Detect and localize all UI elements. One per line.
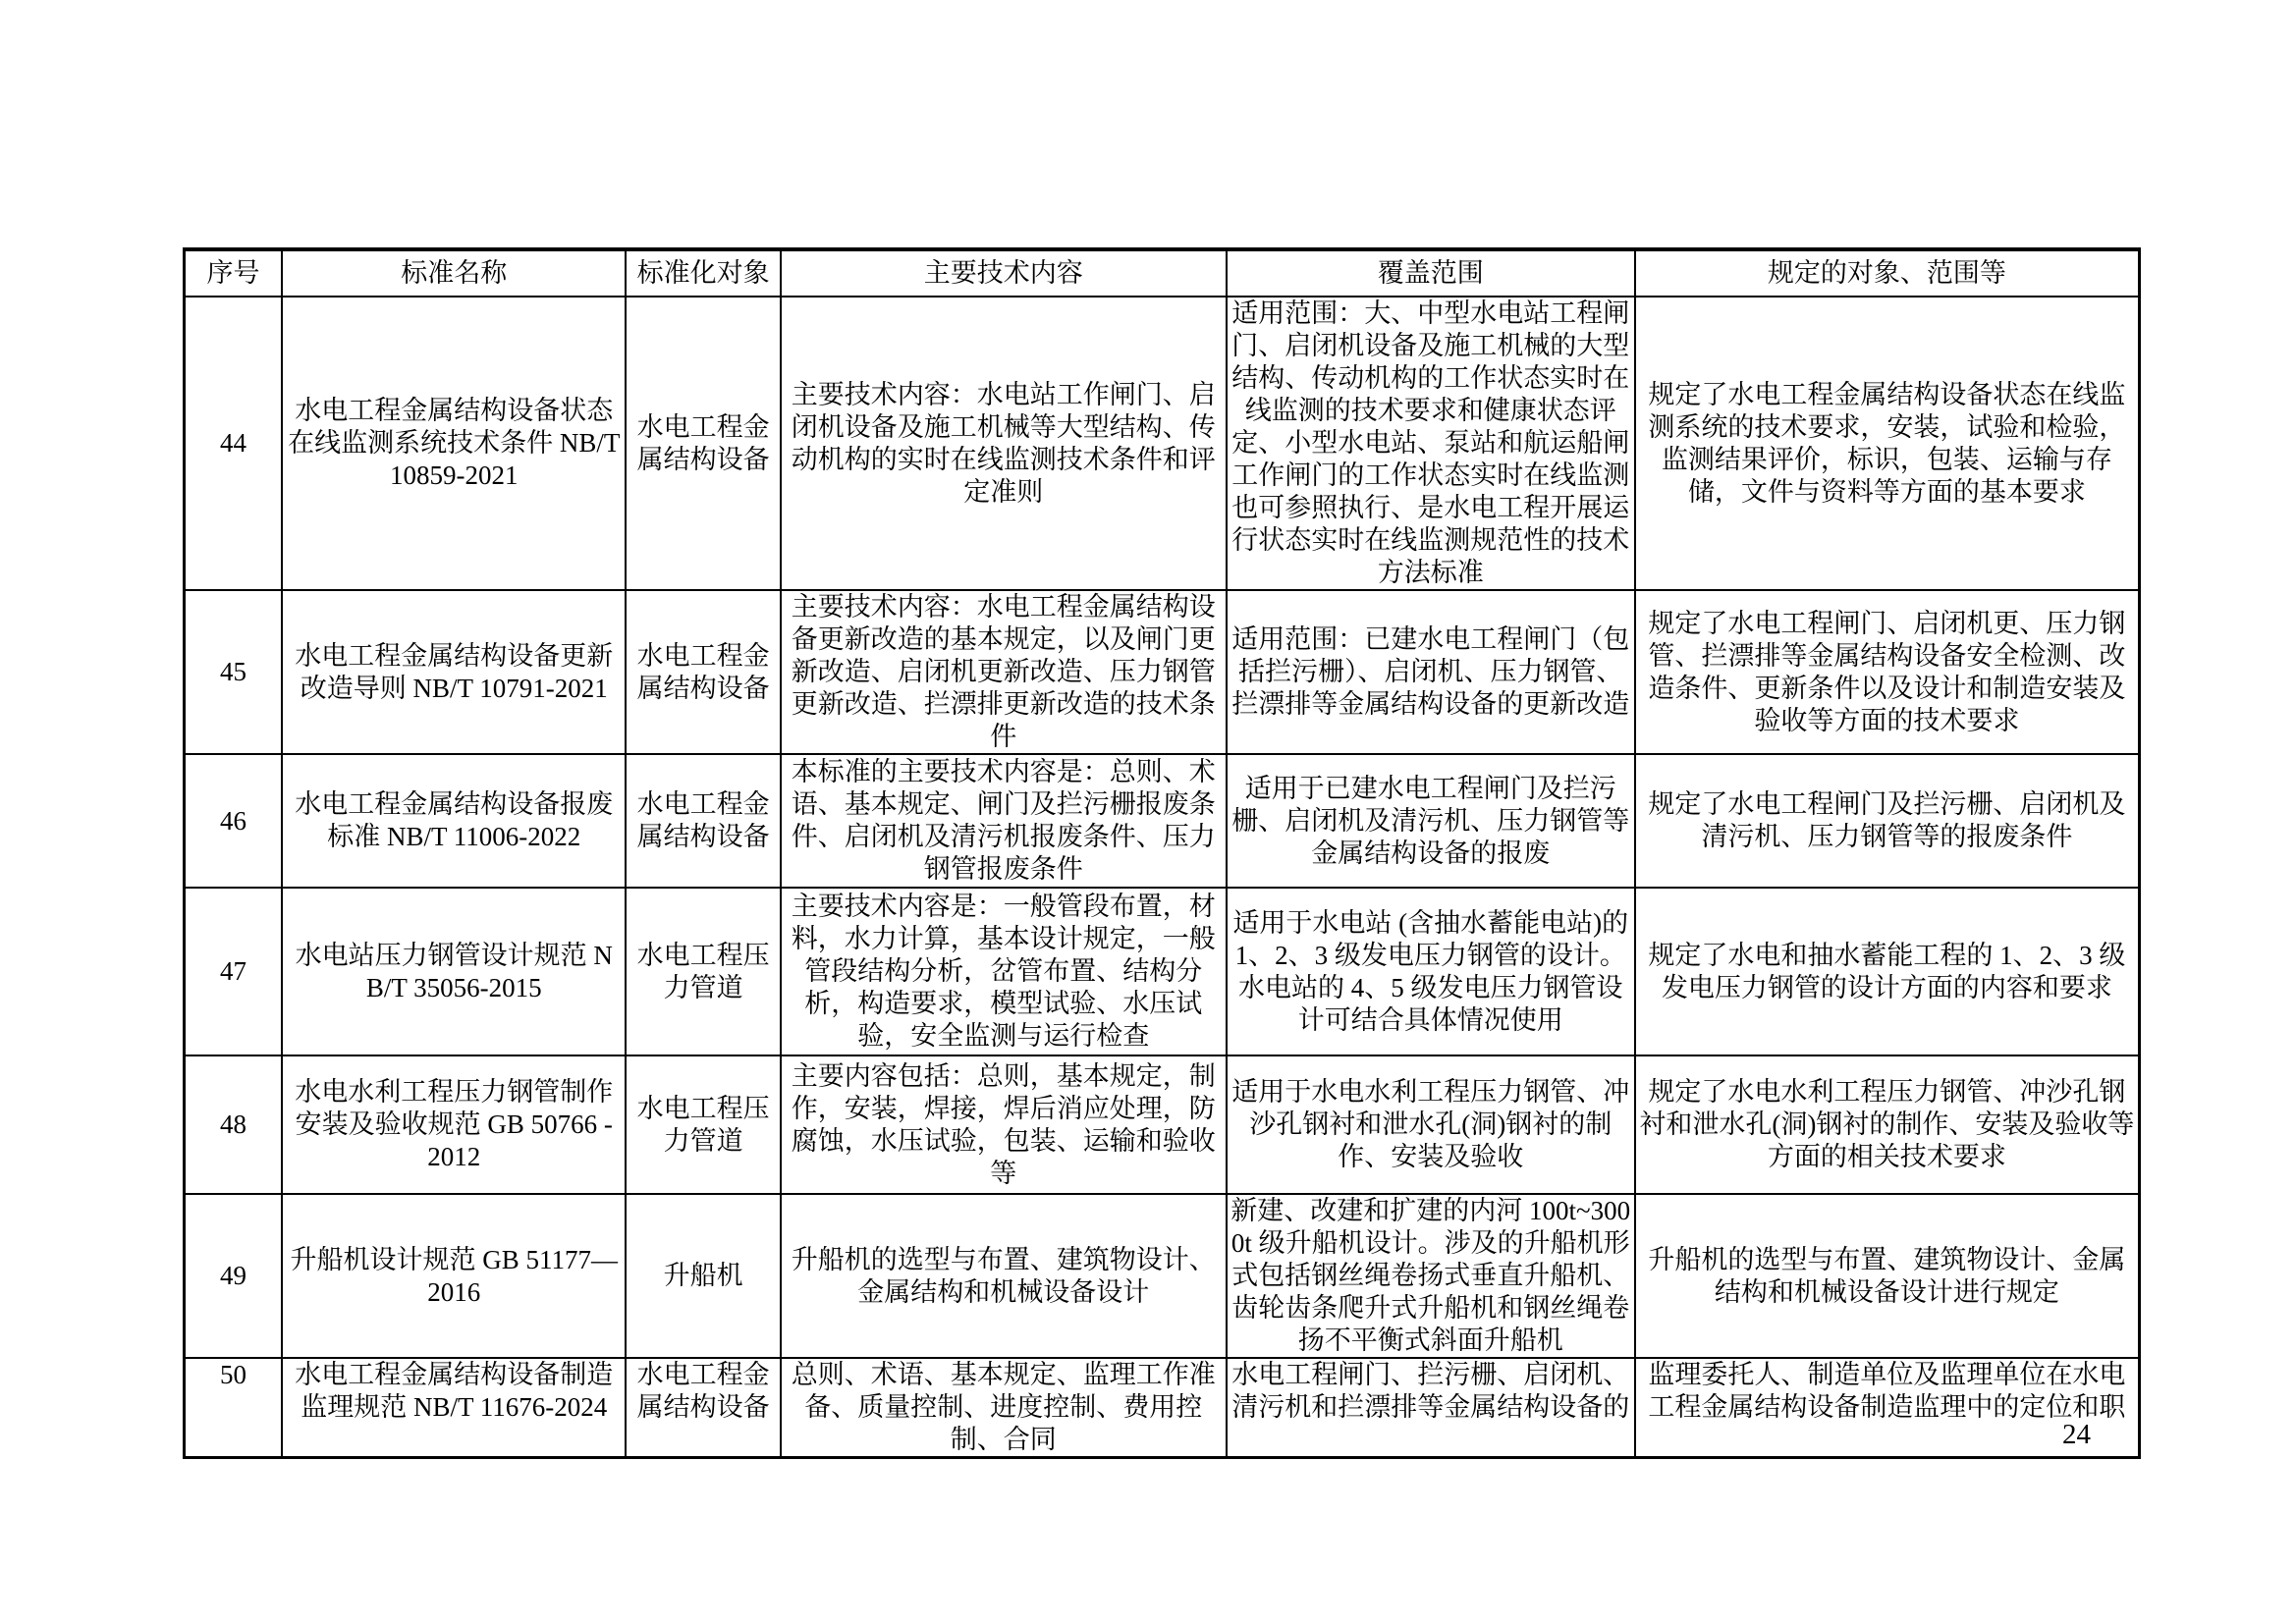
header-standardization-object: 标准化对象 <box>626 249 780 297</box>
cell-tech-content: 主要技术内容：水电站工作闸门、启闭机设备及施工机械等大型结构、传动机构的实时在线监测技术条件和评定准则 <box>781 297 1227 590</box>
cell-serial: 45 <box>185 590 283 754</box>
table-row <box>185 297 2140 590</box>
cell-scope: 升船机的选型与布置、建筑物设计、金属结构和机械设备设计进行规定 <box>1635 1194 2140 1358</box>
cell-serial: 50 <box>185 1358 283 1458</box>
cell-tech-content: 主要内容包括：总则，基本规定，制作，安装，焊接，焊后消应处理，防腐蚀，水压试验，包装、运输和验收等 <box>781 1055 1227 1194</box>
page-number: 24 <box>2062 1419 2091 1450</box>
cell-standardization-object: 水电工程压力管道 <box>626 1055 780 1194</box>
cell-standardization-object: 升船机 <box>626 1194 780 1358</box>
cell-standard-name: 水电工程金属结构设备制造监理规范 NB/T 11676-2024 <box>282 1358 626 1458</box>
table-row <box>185 1194 2140 1358</box>
cell-serial: 48 <box>185 1055 283 1194</box>
cell-standardization-object: 水电工程金属结构设备 <box>626 590 780 754</box>
cell-standardization-object: 水电工程金属结构设备 <box>626 297 780 590</box>
cell-standardization-object: 水电工程压力管道 <box>626 888 780 1055</box>
cell-coverage: 水电工程闸门、拦污栅、启闭机、清污机和拦漂排等金属结构设备的 <box>1227 1358 1635 1458</box>
cell-scope: 规定了水电和抽水蓄能工程的 1、2、3 级发电压力钢管的设计方面的内容和要求 <box>1635 888 2140 1055</box>
table-row <box>185 888 2140 1055</box>
cell-scope: 规定了水电工程金属结构设备状态在线监测系统的技术要求，安装，试验和检验，监测结果评价，标识，包装、运输与存储，文件与资料等方面的基本要求 <box>1635 297 2140 590</box>
cell-standard-name: 水电工程金属结构设备报废标准 NB/T 11006-2022 <box>282 754 626 888</box>
cell-scope: 规定了水电工程闸门及拦污栅、启闭机及清污机、压力钢管等的报废条件 <box>1635 754 2140 888</box>
cell-tech-content: 总则、术语、基本规定、监理工作准备、质量控制、进度控制、费用控制、合同 <box>781 1358 1227 1458</box>
cell-scope: 监理委托人、制造单位及监理单位在水电工程金属结构设备制造监理中的定位和职 <box>1635 1358 2140 1458</box>
cell-coverage: 新建、改建和扩建的内河 100t~3000t 级升船机设计。涉及的升船机形式包括钢丝绳卷扬式垂直升船机、齿轮齿条爬升式升船机和钢丝绳卷扬不平衡式斜面升船机 <box>1227 1194 1635 1358</box>
cell-standard-name: 水电站压力钢管设计规范 NB/T 35056-2015 <box>282 888 626 1055</box>
header-serial: 序号 <box>185 249 283 297</box>
cell-tech-content: 升船机的选型与布置、建筑物设计、金属结构和机械设备设计 <box>781 1194 1227 1358</box>
cell-serial: 49 <box>185 1194 283 1358</box>
cell-coverage: 适用于已建水电工程闸门及拦污栅、启闭机及清污机、压力钢管等金属结构设备的报废 <box>1227 754 1635 888</box>
standards-table <box>183 247 2141 1459</box>
table-header-row <box>185 249 2140 297</box>
cell-standard-name: 水电工程金属结构设备更新改造导则 NB/T 10791-2021 <box>282 590 626 754</box>
cell-coverage: 适用于水电站 (含抽水蓄能电站)的 1、2、3 级发电压力钢管的设计。水电站的 4、5 级发电压力钢管设计可结合具体情况使用 <box>1227 888 1635 1055</box>
cell-tech-content: 本标准的主要技术内容是：总则、术语、基本规定、闸门及拦污栅报废条件、启闭机及清污机报废条件、压力钢管报废条件 <box>781 754 1227 888</box>
header-scope: 规定的对象、范围等 <box>1635 249 2140 297</box>
header-tech-content: 主要技术内容 <box>781 249 1227 297</box>
table-row <box>185 1055 2140 1194</box>
cell-standardization-object: 水电工程金属结构设备 <box>626 1358 780 1458</box>
cell-serial: 46 <box>185 754 283 888</box>
cell-coverage: 适用于水电水利工程压力钢管、冲沙孔钢衬和泄水孔(洞)钢衬的制作、安装及验收 <box>1227 1055 1635 1194</box>
cell-serial: 44 <box>185 297 283 590</box>
table-row <box>185 1358 2140 1458</box>
cell-tech-content: 主要技术内容是：一般管段布置，材料，水力计算，基本设计规定，一般管段结构分析，岔管布置、结构分析，构造要求，模型试验、水压试验，安全监测与运行检查 <box>781 888 1227 1055</box>
cell-serial: 47 <box>185 888 283 1055</box>
cell-tech-content: 主要技术内容：水电工程金属结构设备更新改造的基本规定，以及闸门更新改造、启闭机更新改造、压力钢管更新改造、拦漂排更新改造的技术条件 <box>781 590 1227 754</box>
cell-standard-name: 水电工程金属结构设备状态在线监测系统技术条件 NB/T 10859-2021 <box>282 297 626 590</box>
cell-coverage: 适用范围：大、中型水电站工程闸门、启闭机设备及施工机械的大型结构、传动机构的工作状态实时在线监测的技术要求和健康状态评定、小型水电站、泵站和航运船闸工作闸门的工作状态实时在线监测也可参照执行、是水电工程开展运行状态实时在线监测规范性的技术方法标准 <box>1227 297 1635 590</box>
cell-standardization-object: 水电工程金属结构设备 <box>626 754 780 888</box>
table-row <box>185 590 2140 754</box>
cell-scope: 规定了水电工程闸门、启闭机更、压力钢管、拦漂排等金属结构设备安全检测、改造条件、更新条件以及设计和制造安装及验收等方面的技术要求 <box>1635 590 2140 754</box>
table-row <box>185 754 2140 888</box>
header-standard-name: 标准名称 <box>282 249 626 297</box>
cell-standard-name: 水电水利工程压力钢管制作安装及验收规范 GB 50766 - 2012 <box>282 1055 626 1194</box>
cell-coverage: 适用范围：已建水电工程闸门（包括拦污栅）、启闭机、压力钢管、拦漂排等金属结构设备的更新改造 <box>1227 590 1635 754</box>
cell-standard-name: 升船机设计规范 GB 51177—2016 <box>282 1194 626 1358</box>
cell-scope: 规定了水电水利工程压力钢管、冲沙孔钢衬和泄水孔(洞)钢衬的制作、安装及验收等方面的相关技术要求 <box>1635 1055 2140 1194</box>
header-coverage: 覆盖范围 <box>1227 249 1635 297</box>
